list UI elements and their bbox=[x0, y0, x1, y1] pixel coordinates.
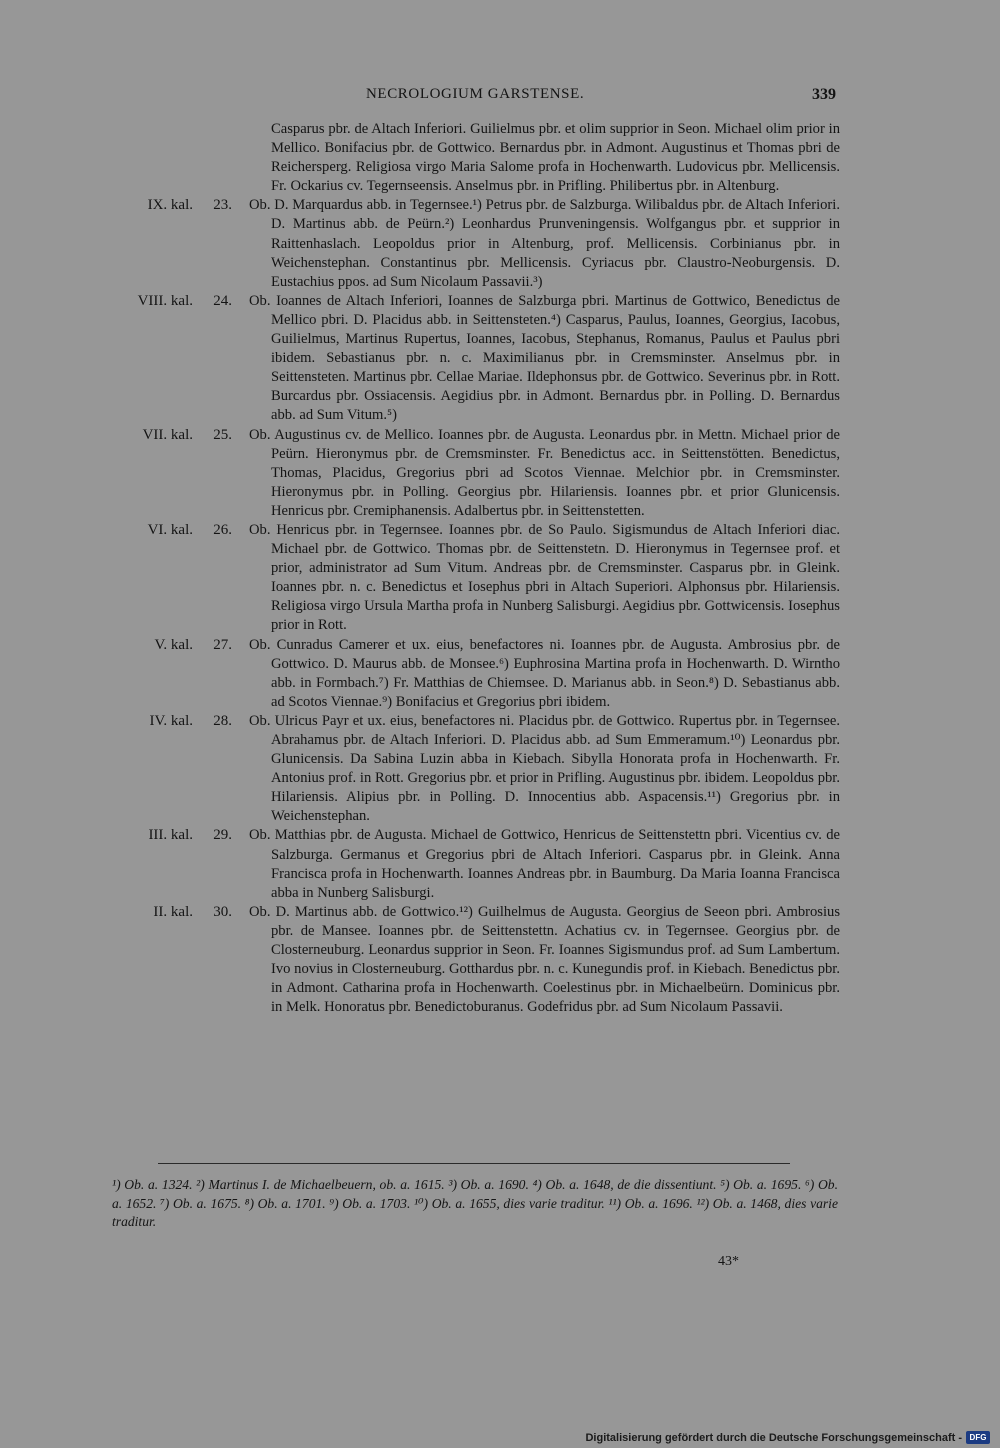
dfg-logo-icon[interactable] bbox=[966, 1431, 990, 1444]
entry-text: Ob. D. Martinus abb. de Gottwico.¹²) Guilhelmus de Augusta. Georgius de Seeon pbri. Ambrosius pbr. de Mansee. Ioannes pbr. de Seittenstettn. Achatius cv. in Tegernsee. Georgius pbr. de Closterneuburg. Leonardus supprior in Seon. Fr. Ioannes Sigismundus prof. ad Sum Lambertum. Ivo novius in Closterneuburg. Gotthardus pbr. n. c. Kunegundis prof. in Kiebach. Benedictus pbr. in Admont. Catharina profa in Hochenwarth. Coelestinus pbr. in Michaelbeürn. Dominicus pbr. in Melk. Honoratus pbr. Benedictoburanus. Godefridus pbr. ad Sum Nicolaum Passavii. bbox=[249, 903, 840, 1016]
running-head: NECROLOGIUM GARSTENSE. bbox=[366, 86, 585, 102]
entry-text: Casparus pbr. de Altach Inferiori. Guilielmus pbr. et olim supprior in Seon. Michael olim prior in Mellico. Bonifacius pbr. de Gottwico. Bernardus pbr. in Admont. Augustinus et Thomas pbri de Reichersperg. Religiosa virgo Maria Salome profa in Hochenwarth. Ludovicus pbr. Mellicensis. Fr. Ockarius cv. Tegernseensis. Anselmus pbr. in Prifling. Philibertus pbr. in Altenburg. bbox=[271, 121, 840, 195]
entry-24 bbox=[0, 292, 1000, 426]
kalend-label: IX. kal. bbox=[147, 197, 193, 214]
entry-27 bbox=[0, 636, 1000, 712]
kalend-label: VII. kal. bbox=[142, 426, 193, 443]
entry-23 bbox=[0, 196, 1000, 291]
footnote-divider bbox=[158, 1163, 790, 1164]
entry-text: Ob. Cunradus Camerer et ux. eius, benefactores ni. Ioannes pbr. de Augusta. Ambrosius pbr. de Gottwico. D. Maurus abb. de Monsee.⁶) Euphrosina Martina profa in Hochenwarth. D. Wirntho abb. in Formbach.⁷) Fr. Matthias de Chiemsee. D. Marianus abb. in Seon.⁸) D. Sebastianus abb. ad Scotos Viennae.⁹) Bonifacius et Gregorius pbri ibidem. bbox=[249, 636, 840, 710]
day-number: 23. bbox=[213, 197, 232, 214]
entry-29 bbox=[0, 826, 1000, 902]
entry-text: Ob. D. Marquardus abb. in Tegernsee.¹) Petrus pbr. de Salzburga. Wilibaldus pbr. de Altach Inferiori. D. Martinus abb. de Peürn.²) Leonhardus Prunveningensis. Wolfgangus pbr. et supprior in Raittenhaslach. Leopoldus prior in Altenburg, prof. Mellicensis. Corbinianus pbr. in Weichenstephan. Constantinus pbr. Mellicensis. Cyriacus pbr. Claustro-Neoburgensis. D. Eustachius ppos. ad Sum Nicolaum Passavii.³) bbox=[249, 197, 840, 290]
kalend-label: III. kal. bbox=[148, 827, 193, 844]
page-header bbox=[0, 86, 1000, 108]
day-number: 24. bbox=[213, 292, 232, 309]
entry-text: Ob. Augustinus cv. de Mellico. Ioannes pbr. de Augusta. Leonardus pbr. in Mettn. Michael prior de Peürn. Hieronymus pbr. de Cremsminster. Fr. Benedictus acc. in Seittenstötten. Benedictus, Thomas, Placidus, Gregorius pbri ad Scotos Viennae. Melchior pbr. in Cremsminster. Hieronymus pbr. in Polling. Georgius pbr. Hilariensis. Ioannes pbr. et prior Glunicensis. Henricus pbr. Cremiphanensis. Adalbertus pbr. in Seittenstetten. bbox=[249, 426, 840, 519]
entry-text: Ob. Henricus pbr. in Tegernsee. Ioannes pbr. de So Paulo. Sigismundus de Altach Inferiori diac. Michael pbr. de Gottwico. Thomas pbr. de Seittenstetn. D. Hieronymus in Tegernsee prof. et prior, administrator ad Sum Vitum. Andreas pbr. de Cremsminster. Casparus pbr. in Gleink. Ioannes pbr. n. c. Benedictus et Iosephus pbri in Altach Superiori. Alphonsus pbr. Hilariensis. Religiosa virgo Ursula Martha profa in Nunberg Salisburgi. Aegidius pbr. Gottwicensis. Iosephus prior in Rott. bbox=[249, 521, 840, 634]
kalend-label: V. kal. bbox=[154, 636, 193, 653]
digitization-footer bbox=[0, 1428, 1000, 1448]
day-number: 27. bbox=[213, 636, 232, 653]
day-number: 26. bbox=[213, 521, 232, 538]
dfg-logo-text: DFG bbox=[969, 1433, 987, 1442]
day-number: 29. bbox=[213, 827, 232, 844]
entry-text: Ob. Ioannes de Altach Inferiori, Ioannes de Salzburga pbri. Martinus de Gottwico, Benedictus de Mellico pbri. D. Placidus abb. in Seittensteten.⁴) Casparus, Paulus, Ioannes, Georgius, Iacobus, Guilielmus, Martinus Rupertus, Ioannes, Iacobus, Stephanus, Romanus, Paulus et Paulus pbri ibidem. Sebastianus pbr. n. c. Maximilianus pbr. in Cremsminster. Anselmus pbr. in Seittensteten. Martinus pbr. Cellae Mariae. Ildephonsus pbr. de Gottwico. Severinus pbr. in Rott. Burcardus pbr. Ossiacensis. Aegidius pbr. in Admont. Bernardus pbr. in Polling. D. Bernardus abb. ad Sum Vitum.⁵) bbox=[249, 292, 840, 424]
day-number: 30. bbox=[213, 903, 232, 920]
entry-28 bbox=[0, 712, 1000, 827]
necrology-entries bbox=[0, 120, 1000, 1017]
kalend-label: VI. kal. bbox=[147, 521, 193, 538]
entry-25 bbox=[0, 426, 1000, 521]
entry-30 bbox=[0, 903, 1000, 1018]
page-number: 339 bbox=[812, 86, 836, 103]
signature-mark: 43* bbox=[718, 1254, 739, 1269]
kalend-label: VIII. kal. bbox=[137, 292, 193, 309]
kalend-label: IV. kal. bbox=[149, 712, 193, 729]
footnotes: ¹) Ob. a. 1324. ²) Martinus I. de Michaelbeuern, ob. a. 1615. ³) Ob. a. 1690. ⁴) Ob. a. 1648, de die dissentiunt. ⁵) Ob. a. 1695. ⁶) Ob. a. 1652. ⁷) Ob. a. 1675. ⁸) Ob. a. 1701. ⁹) Ob. a. 1703. ¹⁰) Ob. a. 1655, dies varie traditur. ¹¹) Ob. a. 1696. ¹²) Ob. a. 1468, dies varie traditur. bbox=[112, 1177, 838, 1229]
kalend-label: II. kal. bbox=[153, 903, 193, 920]
day-number: 28. bbox=[213, 712, 232, 729]
footer-text: Digitalisierung gefördert durch die Deutsche Forschungsgemeinschaft - bbox=[585, 1432, 962, 1444]
day-number: 25. bbox=[213, 426, 232, 443]
entry-26 bbox=[0, 521, 1000, 636]
entry-text: Ob. Ulricus Payr et ux. eius, benefactores ni. Placidus pbr. de Gottwico. Rupertus pbr. in Tegernsee. Abrahamus pbr. de Altach Inferiori. D. Placidus abb. ad Sum Emmeramum.¹⁰) Leonardus pbr. Glunicensis. Da Sabina Luzin abba in Kiebach. Sibylla Honorata profa in Hochenwarth. Fr. Antonius prof. in Rott. Gregorius pbr. et prior in Prifling. Augustinus pbr. ibidem. Leopoldus pbr. Hilariensis. Alipius pbr. in Polling. D. Innocentius abb. Aspacensis.¹¹) Gregorius pbr. in Weichenstephan. bbox=[249, 712, 840, 825]
entry-text: Ob. Matthias pbr. de Augusta. Michael de Gottwico, Henricus de Seittenstettn pbri. Vicentius cv. de Salzburga. Germanus et Gregorius pbri de Altach Inferiori. Casparus pbr. in Gleink. Anna Francisca profa in Hochenwarth. Ioannes Andreas pbr. in Baumburg. Da Maria Ioanna Francisca abba in Nunberg Salisburgi. bbox=[249, 827, 840, 901]
entry-continuation bbox=[0, 120, 1000, 196]
